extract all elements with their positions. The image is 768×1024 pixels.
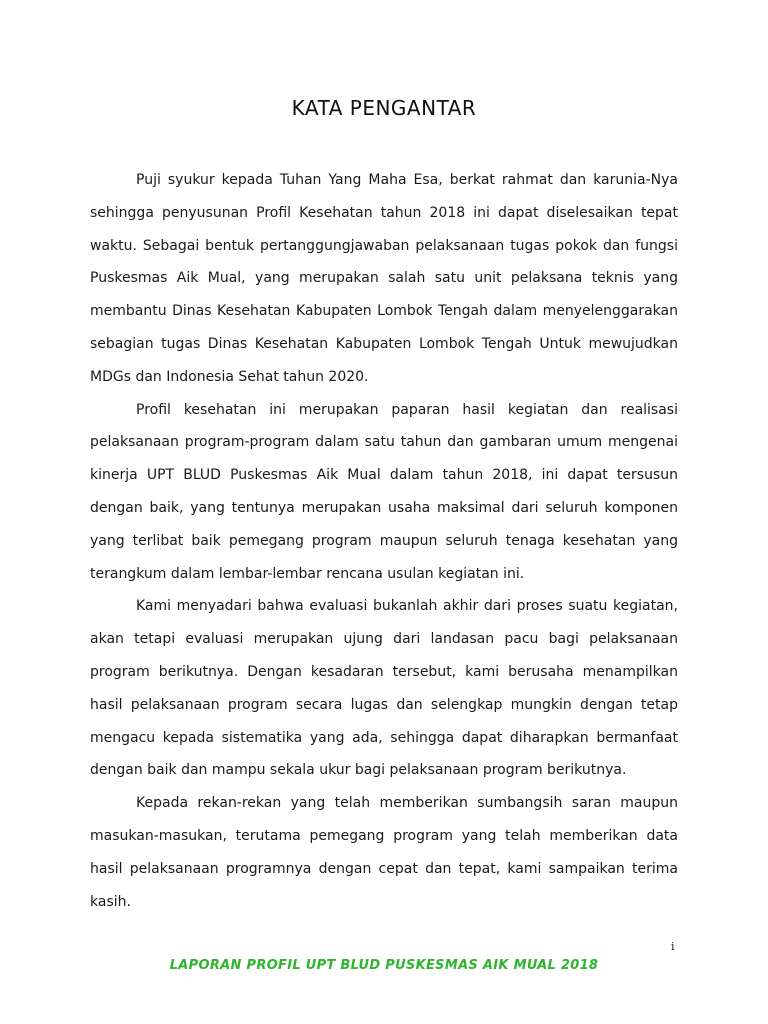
page-number: i <box>671 940 675 953</box>
paragraph-1: Puji syukur kepada Tuhan Yang Maha Esa, berkat rahmat dan karunia-Nya sehingga penyusunan Profil Kesehatan tahun 2018 ini dapat diselesaikan tepat waktu. Sebagai bentuk pertanggungjawaban pelaksanaan tugas pokok dan fungsi Puskesmas Aik Mual, yang merupakan salah satu unit pelaksana teknis yang membantu Dinas Kesehatan Kabupaten Lombok Tengah dalam menyelenggarakan sebagian tugas Dinas Kesehatan Kabupaten Lombok Tengah Untuk mewujudkan MDGs dan Indonesia Sehat tahun 2020. <box>90 172 678 385</box>
paragraph-2: Profil kesehatan ini merupakan paparan hasil kegiatan dan realisasi pelaksanaan program-program dalam satu tahun dan gambaran umum mengenai kinerja UPT BLUD Puskesmas Aik Mual dalam tahun 2018, ini dapat tersusun dengan baik, yang tentunya merupakan usaha maksimal dari seluruh komponen yang terlibat baik pemegang program maupun seluruh tenaga kesehatan yang terangkum dalam lembar-lembar rencana usulan kegiatan ini. <box>90 401 678 582</box>
body-text <box>90 164 678 918</box>
page-title: KATA PENGANTAR <box>291 96 477 120</box>
paragraph-4: Kepada rekan-rekan yang telah memberikan sumbangsih saran maupun masukan-masukan, terutama pemegang program yang telah memberikan data hasil pelaksanaan programnya dengan cepat dan tepat, kami sampaikan terima kasih. <box>90 795 678 910</box>
paragraph-3: Kami menyadari bahwa evaluasi bukanlah akhir dari proses suatu kegiatan, akan tetapi evaluasi merupakan ujung dari landasan pacu bagi pelaksanaan program berikutnya. Dengan kesadaran tersebut, kami berusaha menampilkan hasil pelaksanaan program secara lugas dan selengkap mungkin dengan tetap mengacu kepada sistematika yang ada, sehingga dapat diharapkan bermanfaat dengan baik dan mampu sekala ukur bagi pelaksanaan program berikutnya. <box>90 598 678 779</box>
footer-text: LAPORAN PROFIL UPT BLUD PUSKESMAS AIK MUAL 2018 <box>169 958 599 973</box>
